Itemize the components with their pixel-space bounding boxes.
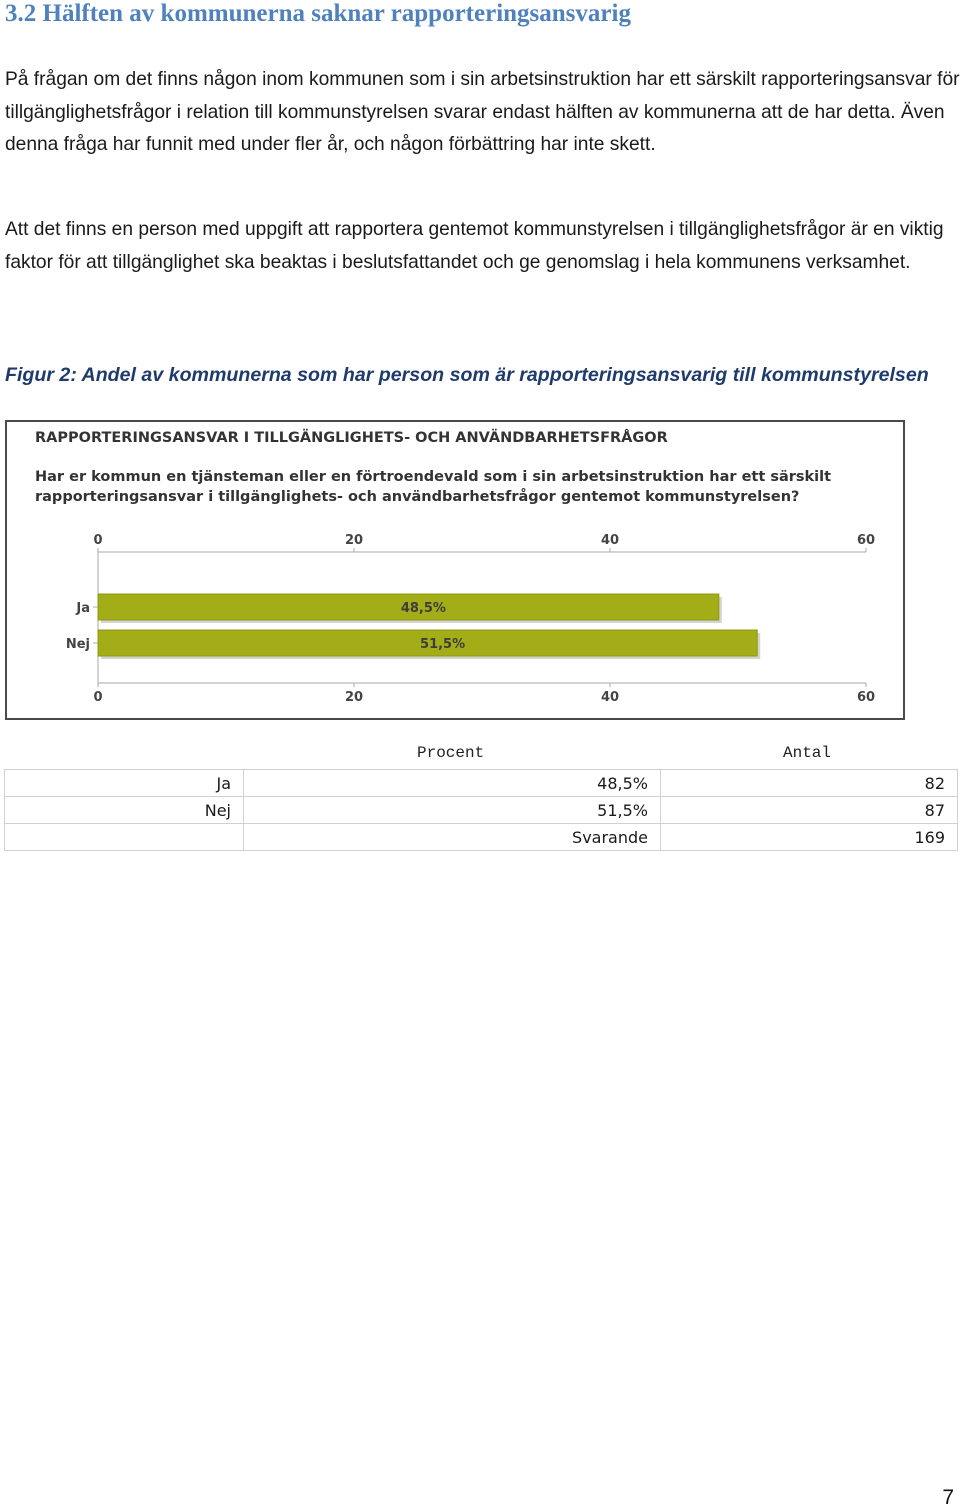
page-number: 7 xyxy=(942,1486,954,1509)
table-row xyxy=(4,769,958,797)
row-label: Nej xyxy=(4,797,243,824)
table-row xyxy=(4,797,958,824)
total-label: Svarande xyxy=(243,824,660,851)
header-percent: Procent xyxy=(417,744,485,762)
row-count: 82 xyxy=(660,769,958,797)
category-label: Ja xyxy=(76,601,90,616)
bottom-tick-label: 40 xyxy=(600,690,620,705)
paragraph-2: Att det finns en person med uppgift att rapportera gentemot kommunstyrelsen i tillgänglighetsfrågor är en viktig faktor för att tillgänglighet ska beaktas i beslutsfattandet och ge genomslag i hela kommunens verksamhet. xyxy=(5,219,944,273)
category-label: Nej xyxy=(65,637,90,652)
bottom-tick-label: 60 xyxy=(856,690,876,705)
row-percent: 51,5% xyxy=(243,797,660,824)
top-tick-label: 60 xyxy=(856,533,876,548)
row-count: 87 xyxy=(660,797,958,824)
top-tick-label: 0 xyxy=(93,533,103,548)
paragraph-1: På frågan om det finns någon inom kommunen som i sin arbetsinstruktion har ett särskilt rapporteringsansvar för tillgänglighetsfrågor i relation till kommunstyrelsen svarar endast hälften av kommunerna att de har detta. Även denna fråga har funnit med under fler år, och någon förbättring har inte skett. xyxy=(5,69,960,155)
figure-caption: Figur 2: Andel av kommunerna som har person som är rapporteringsansvarig till kommunstyrelsen xyxy=(5,364,929,386)
section-heading: 3.2 Hälften av kommunerna saknar rapporteringsansvarig xyxy=(5,0,631,27)
chart-title: RAPPORTERINGSANSVAR I TILLGÄNGLIGHETS- OCH ANVÄNDBARHETSFRÅGOR xyxy=(35,430,668,446)
bottom-tick-label: 0 xyxy=(93,690,103,705)
top-tick-label: 20 xyxy=(344,533,364,548)
chart-frame xyxy=(5,420,905,720)
top-tick-label: 40 xyxy=(600,533,620,548)
bottom-tick-label: 20 xyxy=(344,690,364,705)
chart-question: Har er kommun en tjänsteman eller en förtroendevald som i sin arbetsinstruktion har ett särskilt rapporteringsansvar i tillgänglighets- och användbarhetsfrågor gentemot kommunstyrelsen? xyxy=(35,469,832,505)
total-empty-cell xyxy=(4,824,243,851)
data-label: 51,5% xyxy=(420,637,466,652)
row-label: Ja xyxy=(4,769,243,797)
bar-chart xyxy=(7,422,903,718)
data-label: 48,5% xyxy=(400,601,446,616)
table-total-row xyxy=(4,824,958,851)
header-count: Antal xyxy=(783,744,832,762)
total-count: 169 xyxy=(660,824,958,851)
row-percent: 48,5% xyxy=(243,769,660,797)
results-table xyxy=(4,769,958,851)
